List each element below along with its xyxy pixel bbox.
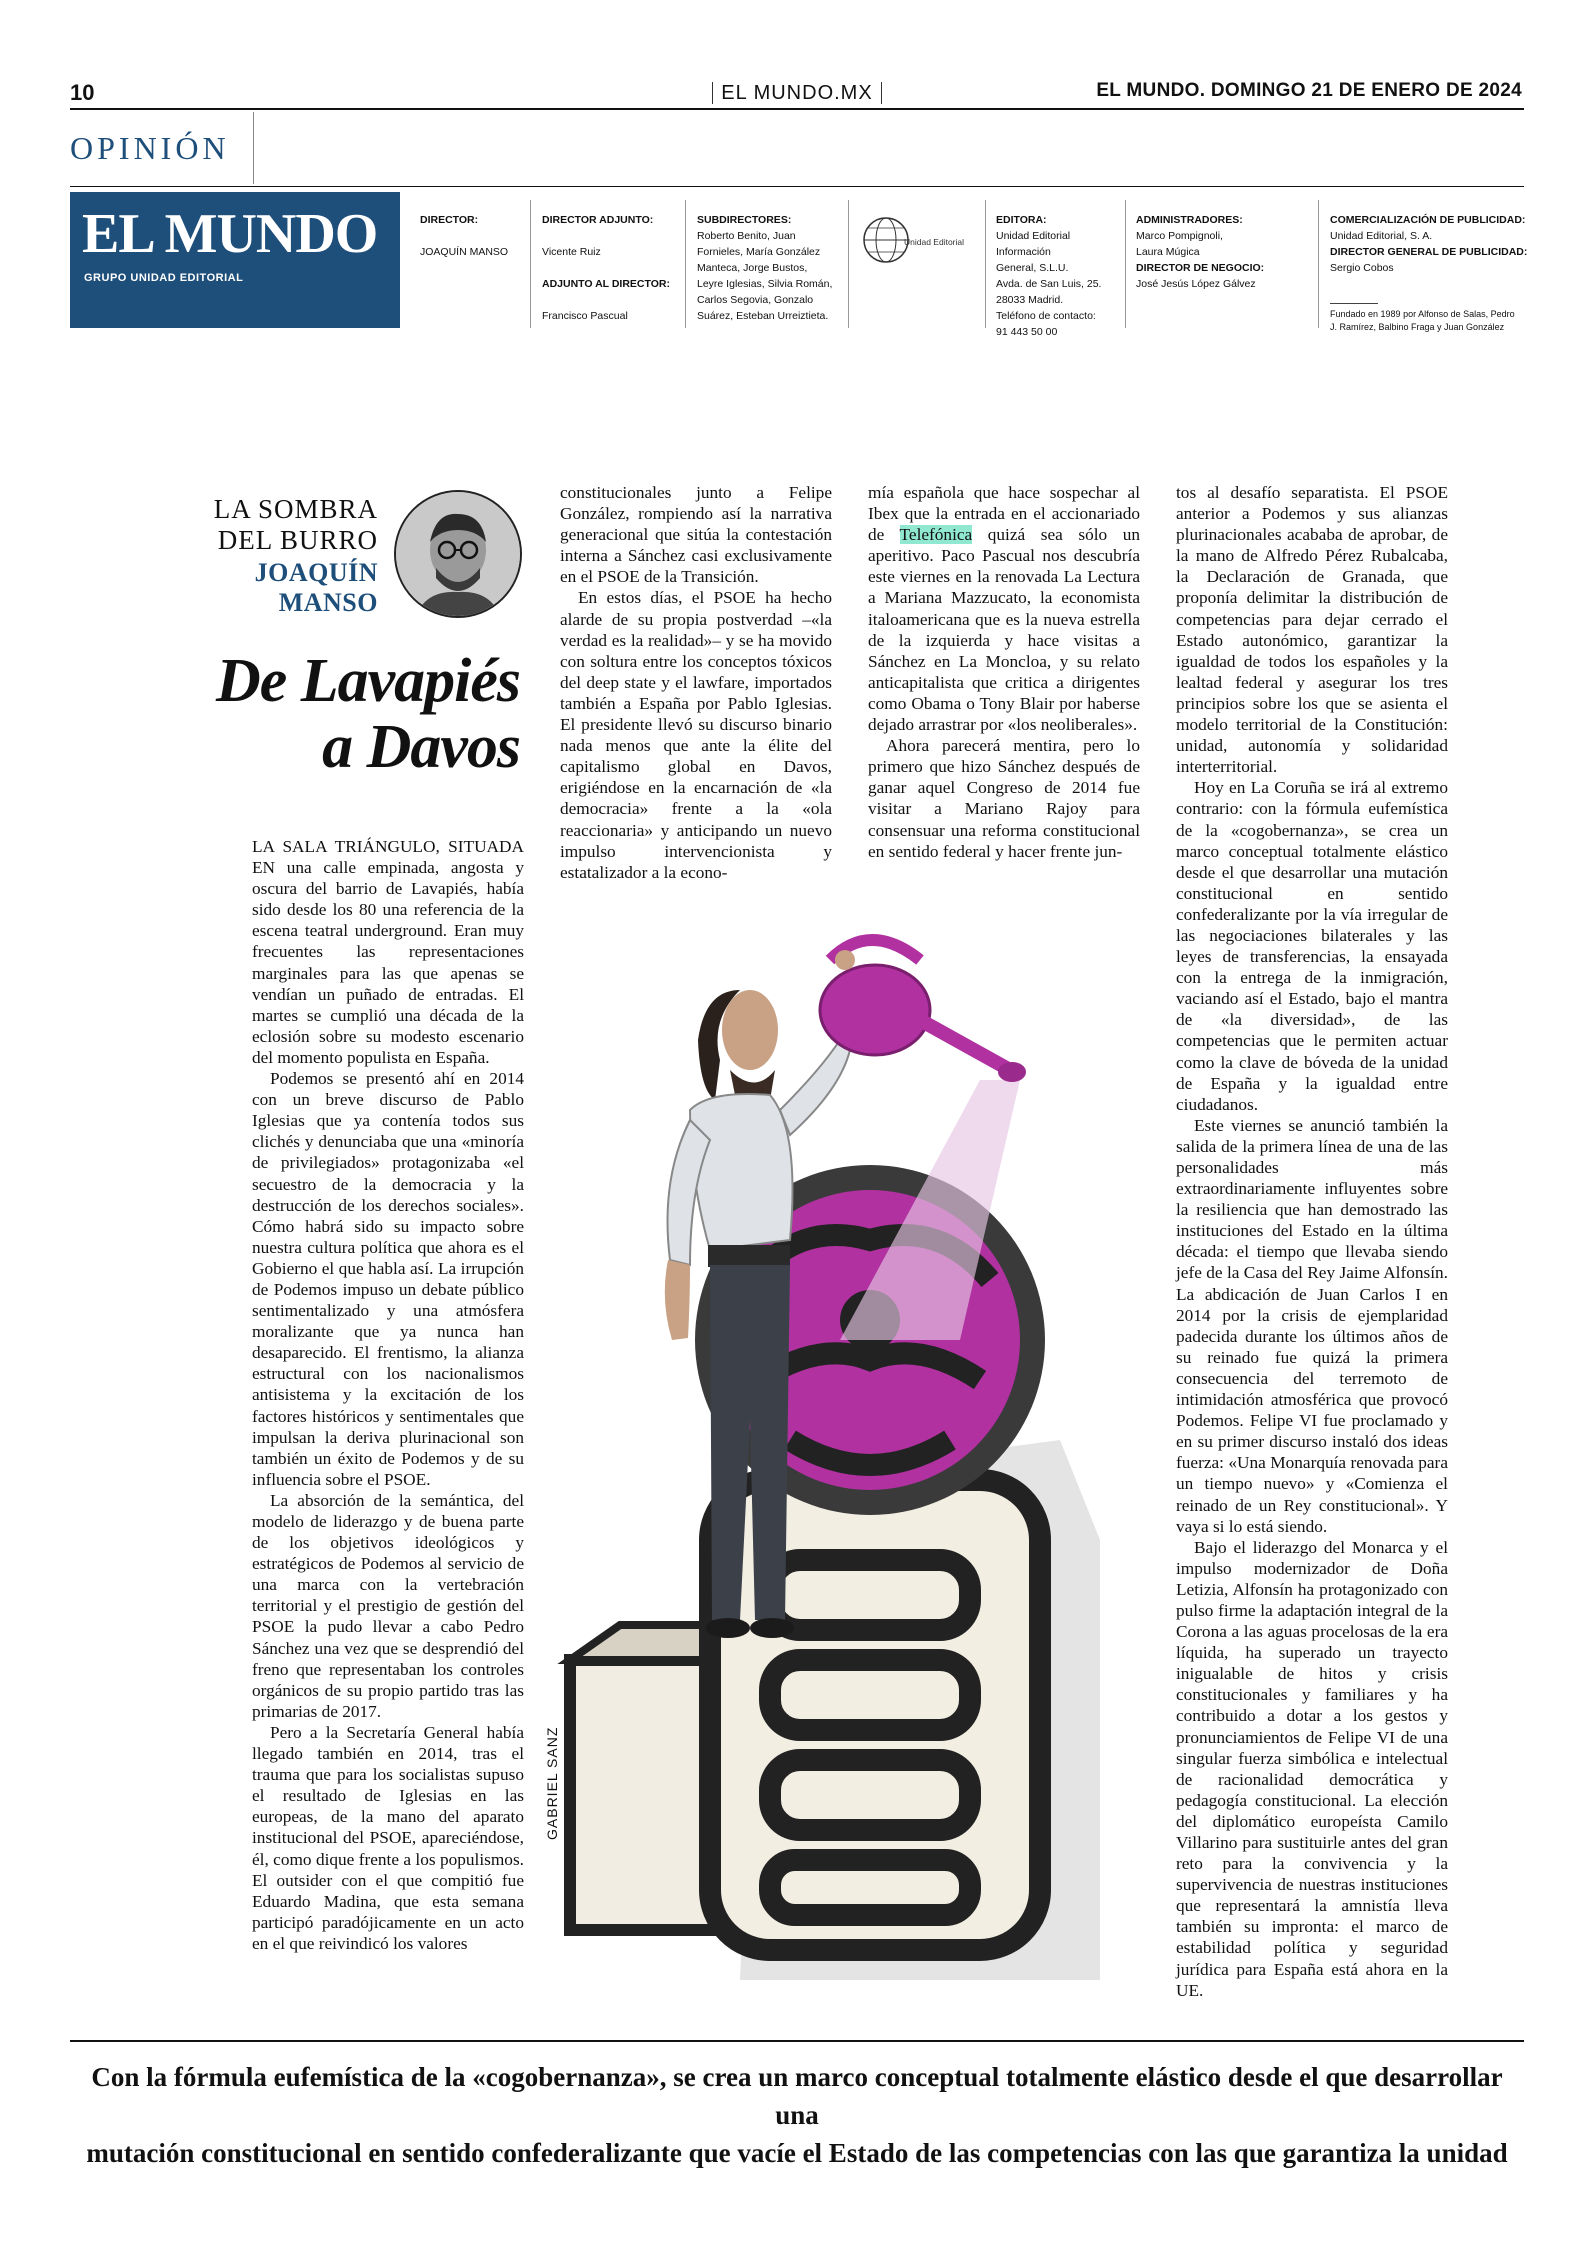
divider <box>848 200 849 328</box>
paragraph: La absorción de la semántica, del modelo de liderazgo y de buena parte de los objetivos ideológicos y estratégicos de Podemos al servicio de una marca con la vertebración territorial y el prestigio de gestión del PSOE la pudo llevar a cabo Pedro Sánchez una vez que se desprendió del freno que representaban los controles orgánicos de su propio partido tras las primarias de 2017. <box>252 1490 524 1721</box>
founded-note: Fundado en 1989 por Alfonso de Salas, Pedro J. Ramírez, Balbino Fraga y Juan González <box>1330 309 1515 332</box>
illustration <box>540 920 1120 2000</box>
site-link[interactable]: EL MUNDO.MX <box>712 82 881 104</box>
logo-text: EL MUNDO <box>82 203 378 265</box>
paragraph: Pero a la Secretaría General había llegado también en 2014, tras el trauma que para los socialistas supuso el resultado de Iglesias en las europeas, de la mano del aparato institucional del PSOE, apareciéndose, él, como dique frente a los populismos. El outsider con el que compitió fue Eduardo Madina, que esta semana participó paradójicamente en un acto en el que reivindicó los valores <box>252 1722 524 1953</box>
unidad-editorial-logo <box>862 210 982 270</box>
logo-subtitle: GRUPO UNIDAD EDITORIAL <box>84 272 244 284</box>
divider <box>530 200 531 328</box>
credit-editora: EDITORA: Unidad Editorial Información General, S.L.U. Avda. de San Luis, 25. 28033 Madrid. Teléfono de contacto: 91 443 50 00 <box>996 214 1102 338</box>
unidad-logo-text: Unidad Editorial <box>904 237 965 247</box>
masthead-logo[interactable] <box>70 192 400 328</box>
divider <box>985 200 986 328</box>
credit-subdirectores: SUBDIRECTORES: Roberto Benito, Juan Fornieles, María González Manteca, Jorge Bustos, Leyre Iglesias, Silvia Román, Carlos Segovia, Gonzalo Suárez, Esteban Urreiztieta. <box>697 214 833 322</box>
paragraph: Hoy en La Coruña se irá al extremo contrario: con la fórmula eufemística de la «cogobernanza», se crea un marco conceptual totalmente elástico desde el que desarrollar una mutación constitucional en sentido confederalizante por la vía irregular de las negociaciones bilaterales y las leyes de transferencias, la ensayada con la entrega de la inmigración, vaciando así el Estado, bajo el mantra de «la diversidad», de las competencias que le permiten actuar como la clave de bóveda de la unidad de España y la igualdad entre ciudadanos. <box>1176 778 1448 1114</box>
paragraph: mía española que hace sospechar al Ibex que la entrada en el accionariado de Telefónica quizá sea sólo un aperitivo. Paco Pascual nos descubría este viernes en la renovada La Lectura a Mariana Mazzucato, la economista italoamericana que es la nueva estrella de la izquierda y hace visitas a Sánchez en La Moncloa, y su relato anticapitalista que critica a dirigentes como Obama o Tony Blair por haberse dejado arrastrar por «los neoliberales». <box>868 483 1140 735</box>
paragraph: constitucionales junto a Felipe González, rompiendo así la narrativa generacional que sitúa la contestación interna a Sánchez casi exclusivamente en el PSOE de la Transición. <box>560 483 832 587</box>
author-name[interactable]: JOAQUÍN MANSO <box>254 558 378 617</box>
author-avatar <box>394 490 522 618</box>
highlighted-term[interactable]: Telefónica <box>899 525 973 545</box>
article-column-4 <box>1176 482 1448 2001</box>
quote-rule <box>70 2040 1524 2042</box>
article-column-1 <box>252 836 524 1954</box>
paragraph: Bajo el liderazgo del Monarca y el impulso modernizador de Doña Letizia, Alfonsín ha protagonizado con pulso firme la adaptación integral de la Corona a las aguas procelosas de la era líquida, ha superado un trayecto inigualable de hitos y crisis constitucionales y familiares y ha contribuido a dotar a los gestos y pronunciamientos de Felipe VI de una singular fuerza simbólica e intelectual de racionalidad democrática y pedagogía constitucional. La elección del diplomático europeísta Camilo Villarino para sustituirle antes del gran reto para la convivencia y la supervivencia de nuestras instituciones que representará la amnistía lleva también su impronta: el marco de estabilidad política y seguridad jurídica para España está ahora en la UE. <box>1176 1537 1448 2000</box>
credit-publicidad: COMERCIALIZACIÓN DE PUBLICIDAD: Unidad Editorial, S. A. DIRECTOR GENERAL DE PUBLICIDAD: Sergio Cobos <box>1330 214 1528 274</box>
header-rule <box>70 108 1524 110</box>
paragraph: tos al desafío separatista. El PSOE anterior a Podemos y sus alianzas plurinacionales acababa de aprobar, de la mano de Alfredo Pérez Rubalcaba, la Declaración de Granada, que proponía delimitar la distribución de competencias para dejar cerrado el Estado autonómico, garantizar la igualdad de todos los españoles y la lealtad federal y asegurar los tres principios sobre los que se asienta el modelo territorial de la Constitución: unidad, autonomía y solidaridad interterritorial. <box>1176 483 1448 777</box>
credit-director-adjunto: DIRECTOR ADJUNTO: Vicente Ruiz ADJUNTO AL DIRECTOR: Francisco Pascual <box>542 214 670 322</box>
article-column-3 <box>868 482 1140 862</box>
article-column-2 <box>560 482 832 883</box>
headline: De Lavapiés a Davos <box>215 647 520 781</box>
section-rule <box>70 186 1524 187</box>
illustration-credit: GABRIEL SANZ <box>544 1726 560 1840</box>
paragraph: En estos días, el PSOE ha hecho alarde de su propia postverdad –«la verdad es la realidad»– y se ha movido con soltura entre los conceptos tóxicos del deep state y el lawfare, importados también a España por Pablo Iglesias. El presidente llevó su discurso binario nada menos que ante la élite del capitalismo global en Davos, erigiéndose en la encarnación de «la democracia» frente a la «ola reaccionaria» y anticipando un nuevo impulso intervencionista y estatalizador a la econo- <box>560 588 832 882</box>
pull-quote: Con la fórmula eufemística de la «cogobernanza», se crea un marco conceptual totalmente elástico desde el que desarrollar una mutación constitucional en sentido confederalizante que vacíe el Estado de las competencias con las que garantiza la unidad <box>86 2062 1508 2168</box>
credit-director: DIRECTOR: JOAQUÍN MANSO <box>420 214 509 258</box>
paragraph: Este viernes se anunció también la salida de la primera línea de una de las personalidades más extraordinariamente influyentes sobre la resiliencia que han demostrado las instituciones del Estado en la última década: el tiempo que llevaba siendo jefe de la Casa del Rey Jaime Alfonsín. La abdicación de Juan Carlos I en 2014 por la crisis de ejemplaridad padecida durante los últimos años de su reinado fue quizá la primera consecuencia del terremoto de intimidación atmosférica que provocó Podemos. Felipe VI fue proclamado y en su primer discurso instaló dos ideas fuerza: «Una Monarquía renovada para un tiempo nuevo» y «Comienza el reinado de un Rey constitucional». Y vaya si lo está siendo. <box>1176 1115 1448 1536</box>
section-divider <box>253 112 254 184</box>
page-number: 10 <box>70 80 95 105</box>
column-name: LA SOMBRA DEL BURRO <box>213 494 378 555</box>
paragraph: Ahora parecerá mentira, pero lo primero que hizo Sánchez después de ganar aquel Congreso de 2014 fue visitar a Mariano Rajoy para consensuar una reforma constitucional en sentido federal y hacer frente jun- <box>868 736 1140 861</box>
founded-rule <box>1330 303 1378 304</box>
paragraph: LA SALA TRIÁNGULO, SITUADA EN una calle empinada, angosta y oscura del barrio de Lavapiés, había sido desde los 80 una referencia de la escena teatral underground. Eran muy frecuentes las representaciones marginales para las que apenas se vendían un puñado de entradas. El martes se cumplió una década de la eclosión sobre su modesto escenario del momento populista en España. <box>252 837 524 1067</box>
divider <box>1318 200 1319 328</box>
issue-date: EL MUNDO. DOMINGO 21 DE ENERO DE 2024 <box>1096 80 1522 101</box>
rose-fist-illustration <box>540 920 1120 2000</box>
divider <box>1125 200 1126 328</box>
author-portrait-icon <box>396 492 520 616</box>
section-title: OPINIÓN <box>70 130 230 166</box>
divider <box>685 200 686 328</box>
paragraph: Podemos se presentó ahí en 2014 con un breve discurso de Pablo Iglesias que ya contenía todos sus clichés y denunciaba que una «minoría de privilegiados» protagonizaba «el secuestro de la democracia y la destrucción de los derechos sociales». Cómo habrá sido su impacto sobre nuestra cultura política que ahora es el Gobierno el que habla así. La irrupción de Podemos impuso un debate público sentimentalizado y una atmósfera moralizante que ya nunca han desaparecido. El frentismo, la alianza estructural con los nacionalismos antisistema y la excitación de los factores históricos y sentimentales que impulsan la deriva plurinacional son también un éxito de Podemos y de su influencia sobre el PSOE. <box>252 1069 524 1489</box>
credit-administradores: ADMINISTRADORES: Marco Pompignoli, Laura Múgica DIRECTOR DE NEGOCIO: José Jesús López Gálvez <box>1136 214 1265 290</box>
